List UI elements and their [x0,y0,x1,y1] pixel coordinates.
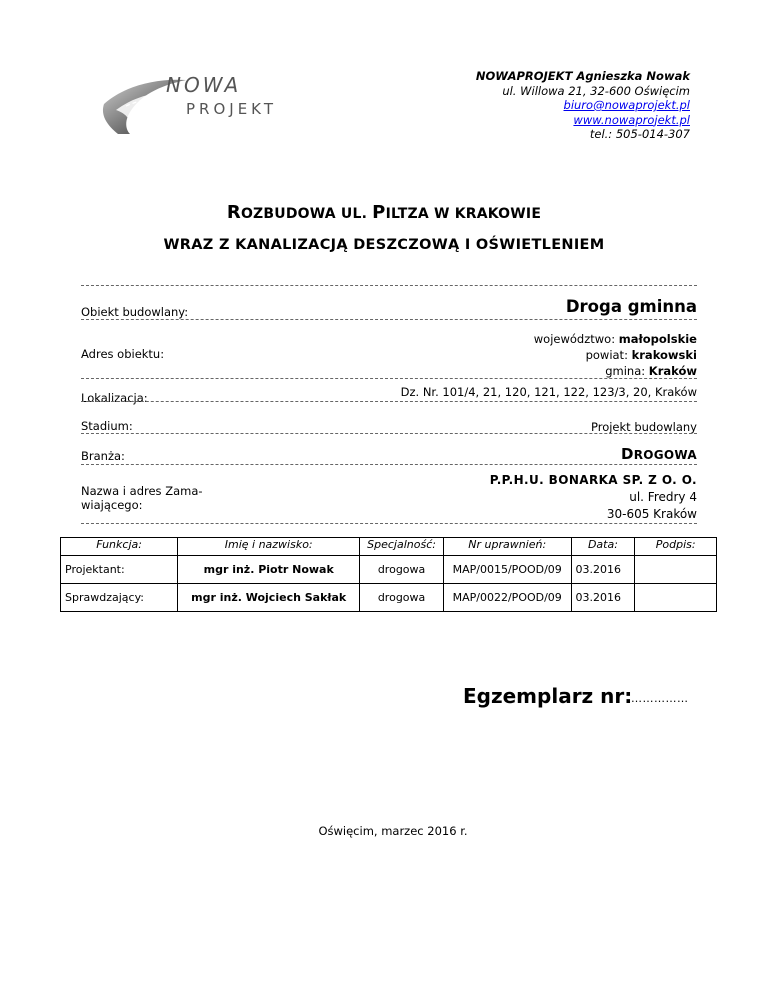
zamawiajacy-label-1: Nazwa i adres Zama- [81,484,203,498]
company-phone: tel.: 505-014-307 [589,127,690,141]
cell-funkcja: Projektant: [61,556,178,584]
table-row [61,556,717,584]
title-cap-r: R [226,202,241,223]
wojewodztwo-value: małopolskie [618,332,697,346]
table-header-row [61,538,717,556]
svg-text:NOWA: NOWA [166,73,242,97]
signature-table [60,537,717,612]
cell-specjalnosc: drogowa [360,584,444,612]
obiekt-label: Obiekt budowlany: [81,305,189,319]
company-website-link[interactable]: www.nowaprojekt.pl [573,112,690,127]
divider [81,464,697,465]
divider [81,433,697,434]
powiat-value: krakowski [631,348,697,362]
company-logo [96,66,296,136]
cell-data: 03.2016 [571,556,635,584]
cell-funkcja: Sprawdzający: [61,584,178,612]
egzemplarz-label: Egzemplarz nr: [463,684,633,708]
cell-nr: MAP/0022/POOD/09 [443,584,571,612]
title-part-a: OZBUDOWA UL. [240,206,373,222]
gmina-value: Kraków [648,364,697,378]
header-funkcja: Funkcja: [61,538,178,556]
divider [81,378,697,379]
zamawiajacy-city: 30-605 Kraków [606,507,697,521]
document-subtitle: WRAZ Z KANALIZACJĄ DESZCZOWĄ I OŚWIETLENIEM [163,237,605,253]
divider [81,401,697,402]
title-part-b: ILTZA W KRAKOWIE [385,206,542,222]
divider [81,285,697,286]
branza-rest: ROGOWA [633,448,697,462]
lokalizacja-label: Lokalizacja: [81,391,148,405]
zamawiajacy-label-2: wiającego: [81,498,143,512]
egzemplarz-number-field: …………… [631,692,689,705]
header-podpis: Podpis: [635,538,717,556]
header-imie: Imię i nazwisko: [178,538,360,556]
cell-podpis [635,584,717,612]
stadium-value: Projekt budowlany [590,420,697,434]
zamawiajacy-street: ul. Fredry 4 [629,490,697,504]
gmina-label: gmina: [605,364,649,378]
table-row [61,584,717,612]
powiat-label: powiat: [585,348,632,362]
wojewodztwo-label: województwo: [533,332,619,346]
divider [81,319,697,320]
company-address: ul. Willowa 21, 32-600 Oświęcim [502,83,690,98]
header-specjalnosc: Specjalność: [360,538,444,556]
svg-text:PROJEKT: PROJEKT [186,100,278,118]
adres-value [534,331,697,379]
cell-data: 03.2016 [571,584,635,612]
company-name: NOWAPROJEKT Agnieszka Nowak [475,69,690,83]
adres-label: Adres obiektu: [81,347,165,361]
zamawiajacy-value [490,472,697,523]
divider [81,523,697,524]
header-nr: Nr uprawnień: [443,538,571,556]
zamawiajacy-name: P.P.H.U. BONARKA SP. Z O. O. [489,473,697,487]
place-date-footer: Oświęcim, marzec 2016 r. [318,824,468,838]
cell-nr: MAP/0015/POOD/09 [443,556,571,584]
company-email-link[interactable]: biuro@nowaprojekt.pl [563,98,690,112]
branza-label: Branża: [81,449,125,463]
document-title [0,202,768,223]
obiekt-value: Droga gminna [565,297,697,316]
branza-value [621,446,697,463]
cell-podpis [635,556,717,584]
cell-specjalnosc: drogowa [360,556,444,584]
cell-imie: mgr inż. Wojciech Sakłak [178,584,360,612]
header-data: Data: [571,538,635,556]
zamawiajacy-label [81,484,203,512]
stadium-label: Stadium: [81,419,133,433]
company-info [476,69,690,142]
title-cap-p: P [372,202,386,223]
branza-cap: D [620,445,634,463]
cell-imie: mgr inż. Piotr Nowak [178,556,360,584]
lokalizacja-value: Dz. Nr. 101/4, 21, 120, 121, 122, 123/3, 20, Kraków [400,385,697,399]
